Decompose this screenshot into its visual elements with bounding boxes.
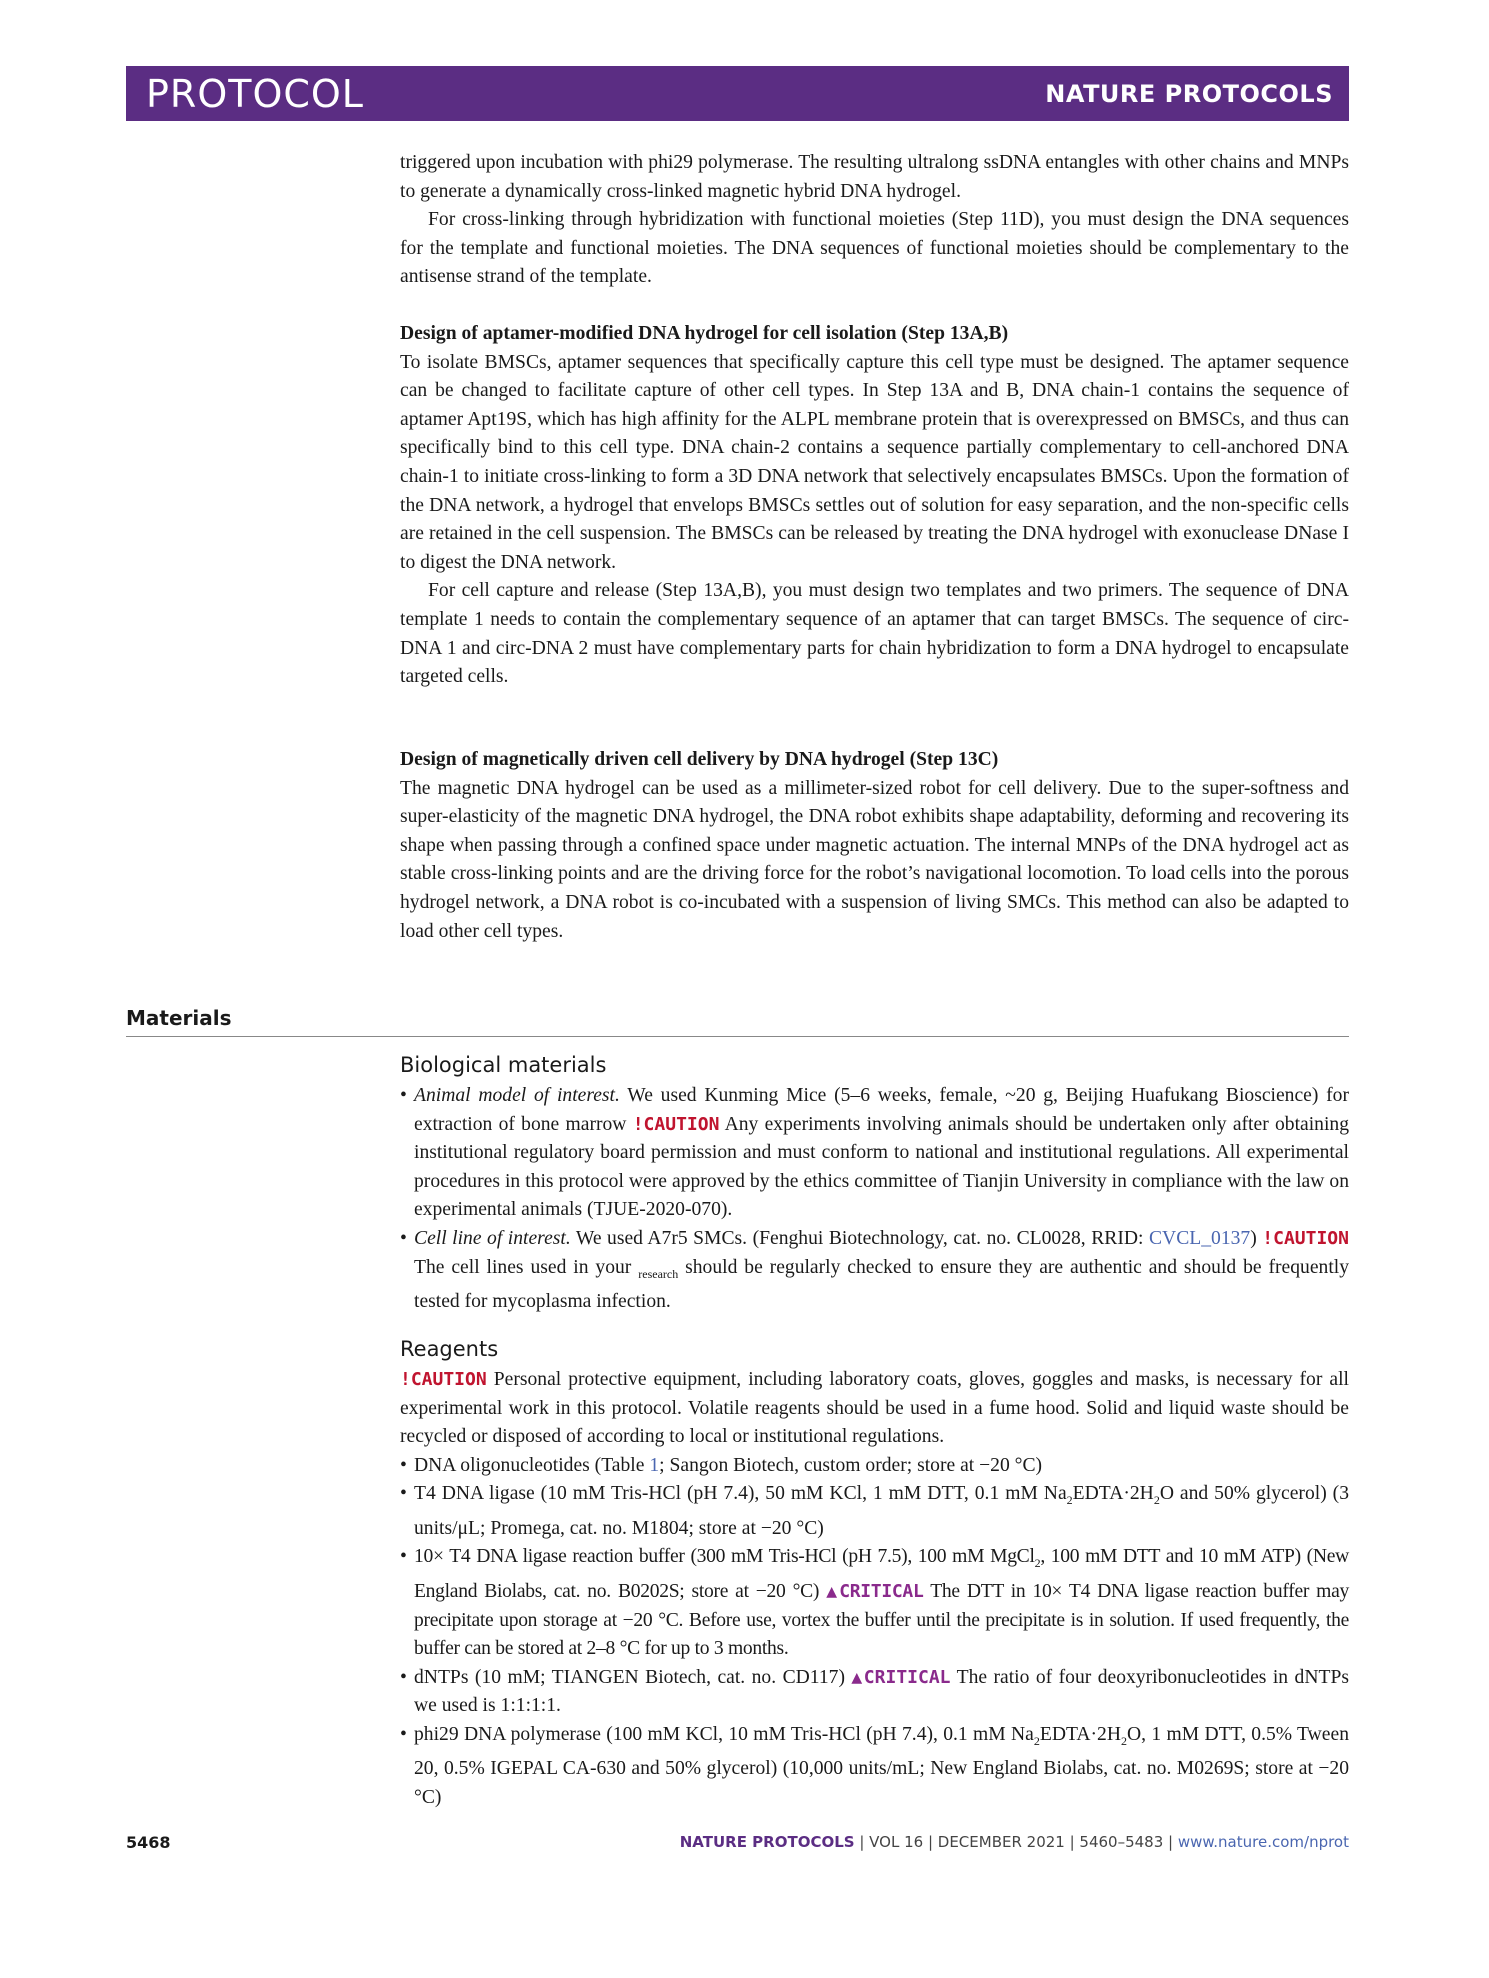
- critical-label: ▲CRITICAL: [851, 1666, 951, 1688]
- reagents-heading: Reagents: [400, 1337, 499, 1361]
- footer-journal: NATURE PROTOCOLS: [679, 1833, 855, 1851]
- biological-materials-heading: Biological materials: [400, 1053, 607, 1077]
- list-item: • dNTPs (10 mM; TIANGEN Biotech, cat. no. CD117) ▲CRITICAL The ratio of four deoxyribonucleotides in dNTPs we used is 1:1:1:1.: [400, 1666, 1349, 1717]
- critical-label: ▲CRITICAL: [826, 1580, 924, 1602]
- aptamer-section: [400, 320, 1349, 692]
- caution-label: !CAUTION: [400, 1369, 487, 1390]
- caution-label: !CAUTION: [632, 1113, 720, 1135]
- journal-name: NATURE PROTOCOLS: [1045, 80, 1333, 108]
- materials-title: Materials: [126, 1006, 232, 1030]
- biological-materials-section: [400, 1050, 1349, 1317]
- page-number: 5468: [126, 1833, 171, 1852]
- caution-label: !CAUTION: [1262, 1227, 1349, 1249]
- aptamer-paragraph-2: For cell capture and release (Step 13A,B), you must design two templates and two primers. The sequence of DNA template 1 needs to contain the complementary sequence of an aptamer that can target BMSCs. The sequence of circ-DNA 1 and circ-DNA 2 must have complementary parts for chain hybridization to form a DNA hydrogel to encapsulate targeted cells.: [400, 580, 1349, 688]
- table-link[interactable]: 1: [649, 1454, 660, 1476]
- aptamer-heading: Design of aptamer-modified DNA hydrogel for cell isolation (Step 13A,B): [400, 323, 1009, 344]
- list-item: • Animal model of interest. We used Kunming Mice (5–6 weeks, female, ~20 g, Beijing Huafukang Bioscience) for extraction of bone marrow !CAUTION Any experiments involving animals should be undertaken only after obtaining institutional regulatory board permission and must conform to national and institutional regulations. All experimental procedures in this protocol were approved by the ethics committee of Tianjin University in compliance with the law on experimental animals (TJUE-2020-070).: [400, 1085, 1349, 1221]
- intro-paragraph-2: For cross-linking through hybridization with functional moieties (Step 11D), you must design the DNA sequences for the template and functional moieties. The DNA sequences of functional moieties should be complementary to the antisense strand of the template.: [400, 209, 1349, 288]
- footer-citation: [680, 1833, 1349, 1851]
- list-item: • T4 DNA ligase (10 mM Tris-HCl (pH 7.4), 50 mM KCl, 1 mM DTT, 0.1 mM $Na_2EDTA\cdot 2H_2O$ and 50% glycerol) (3 units/μL; Promega, cat. no. M1804; store at −20 °C): [400, 1483, 1349, 1539]
- section-label: PROTOCOL: [146, 72, 364, 116]
- list-item: • Cell line of interest. We used A7r5 SMCs. (Fenghui Biotechnology, cat. no. CL0028, RRID: CVCL_0137) !CAUTION The cell lines used in your $_{research}$ should be regularly checked to ensure they are authentic and should be frequently tested for mycoplasma infection.: [400, 1227, 1350, 1313]
- magnetic-section: [400, 746, 1349, 946]
- journal-url-link[interactable]: www.nature.com/nprot: [1177, 1833, 1349, 1851]
- page-header: [126, 66, 1349, 121]
- reagents-section: [400, 1334, 1349, 1813]
- footer-volume-info: | VOL 16 | DECEMBER 2021 | 5460–5483 |: [854, 1833, 1178, 1851]
- magnetic-paragraph-1: The magnetic DNA hydrogel can be used as a millimeter-sized robot for cell delivery. Due to the super-softness and super-elasticity of the magnetic DNA hydrogel, the DNA robot exhibits shape adaptability, deforming and recovering its shape when passing through a confined space under magnetic actuation. The internal MNPs of the DNA hydrogel act as stable cross-linking points and are the driving force for the robot’s navigational locomotion. To load cells into the porous hydrogel network, a DNA robot is co-incubated with a suspension of living SMCs. This method can also be adapted to load other cell types.: [400, 777, 1349, 942]
- materials-section-header: [126, 1002, 1349, 1037]
- aptamer-paragraph-1: To isolate BMSCs, aptamer sequences that specifically capture this cell type must be designed. The aptamer sequence can be changed to facilitate capture of other cell types. In Step 13A and B, DNA chain-1 contains the sequence of aptamer Apt19S, which has high affinity for the ALPL membrane protein that is overexpressed on BMSCs, and thus can specifically bind to this cell type. DNA chain-2 contains a sequence partially complementary to cell-anchored DNA chain-1 to initiate cross-linking to form a 3D DNA network that selectively encapsulates BMSCs. Upon the formation of the DNA network, a hydrogel that envelops BMSCs settles out of solution for easy separation, and the non-specific cells are retained in the cell suspension. The BMSCs can be released by treating the DNA hydrogel with exonuclease DNase I to digest the DNA network.: [400, 351, 1349, 573]
- list-item: • 10× T4 DNA ligase reaction buffer (300 mM Tris-HCl (pH 7.5), 100 mM MgCl$_2$, 100 mM DTT and 10 mM ATP) (New England Biolabs, cat. no. B0202S; store at −20 °C) ▲CRITICAL The DTT in 10× T4 DNA ligase reaction buffer may precipitate upon storage at −20 °C. Before use, vortex the buffer until the precipitate is in solution. If used frequently, the buffer can be stored at 2–8 °C for up to 3 months.: [400, 1546, 1349, 1660]
- list-item: • DNA oligonucleotides (Table 1; Sangon Biotech, custom order; store at −20 °C): [400, 1454, 1043, 1476]
- rrid-link[interactable]: CVCL_0137: [1148, 1227, 1251, 1249]
- list-item: • phi29 DNA polymerase (100 mM KCl, 10 mM Tris-HCl (pH 7.4), 0.1 mM $Na_2EDTA\cdot 2H_2O$, 1 mM DTT, 0.5% Tween 20, 0.5% IGEPAL CA-630 and 50% glycerol) (10,000 units/mL; New England Biolabs, cat. no. M0269S; store at −20 °C): [400, 1723, 1349, 1809]
- reagents-caution-paragraph: !CAUTION Personal protective equipment, including laboratory coats, gloves, goggles and masks, is necessary for all experimental work in this protocol. Volatile reagents should be used in a fume hood. Solid and liquid waste should be recycled or disposed of according to local or institutional regulations.: [400, 1369, 1349, 1448]
- magnetic-heading: Design of magnetically driven cell delivery by DNA hydrogel (Step 13C): [400, 749, 999, 770]
- intro-paragraph-1: triggered upon incubation with phi29 polymerase. The resulting ultralong ssDNA entangles with other chains and MNPs to generate a dynamically cross-linked magnetic hybrid DNA hydrogel.: [400, 152, 1349, 202]
- intro-section: [400, 149, 1349, 292]
